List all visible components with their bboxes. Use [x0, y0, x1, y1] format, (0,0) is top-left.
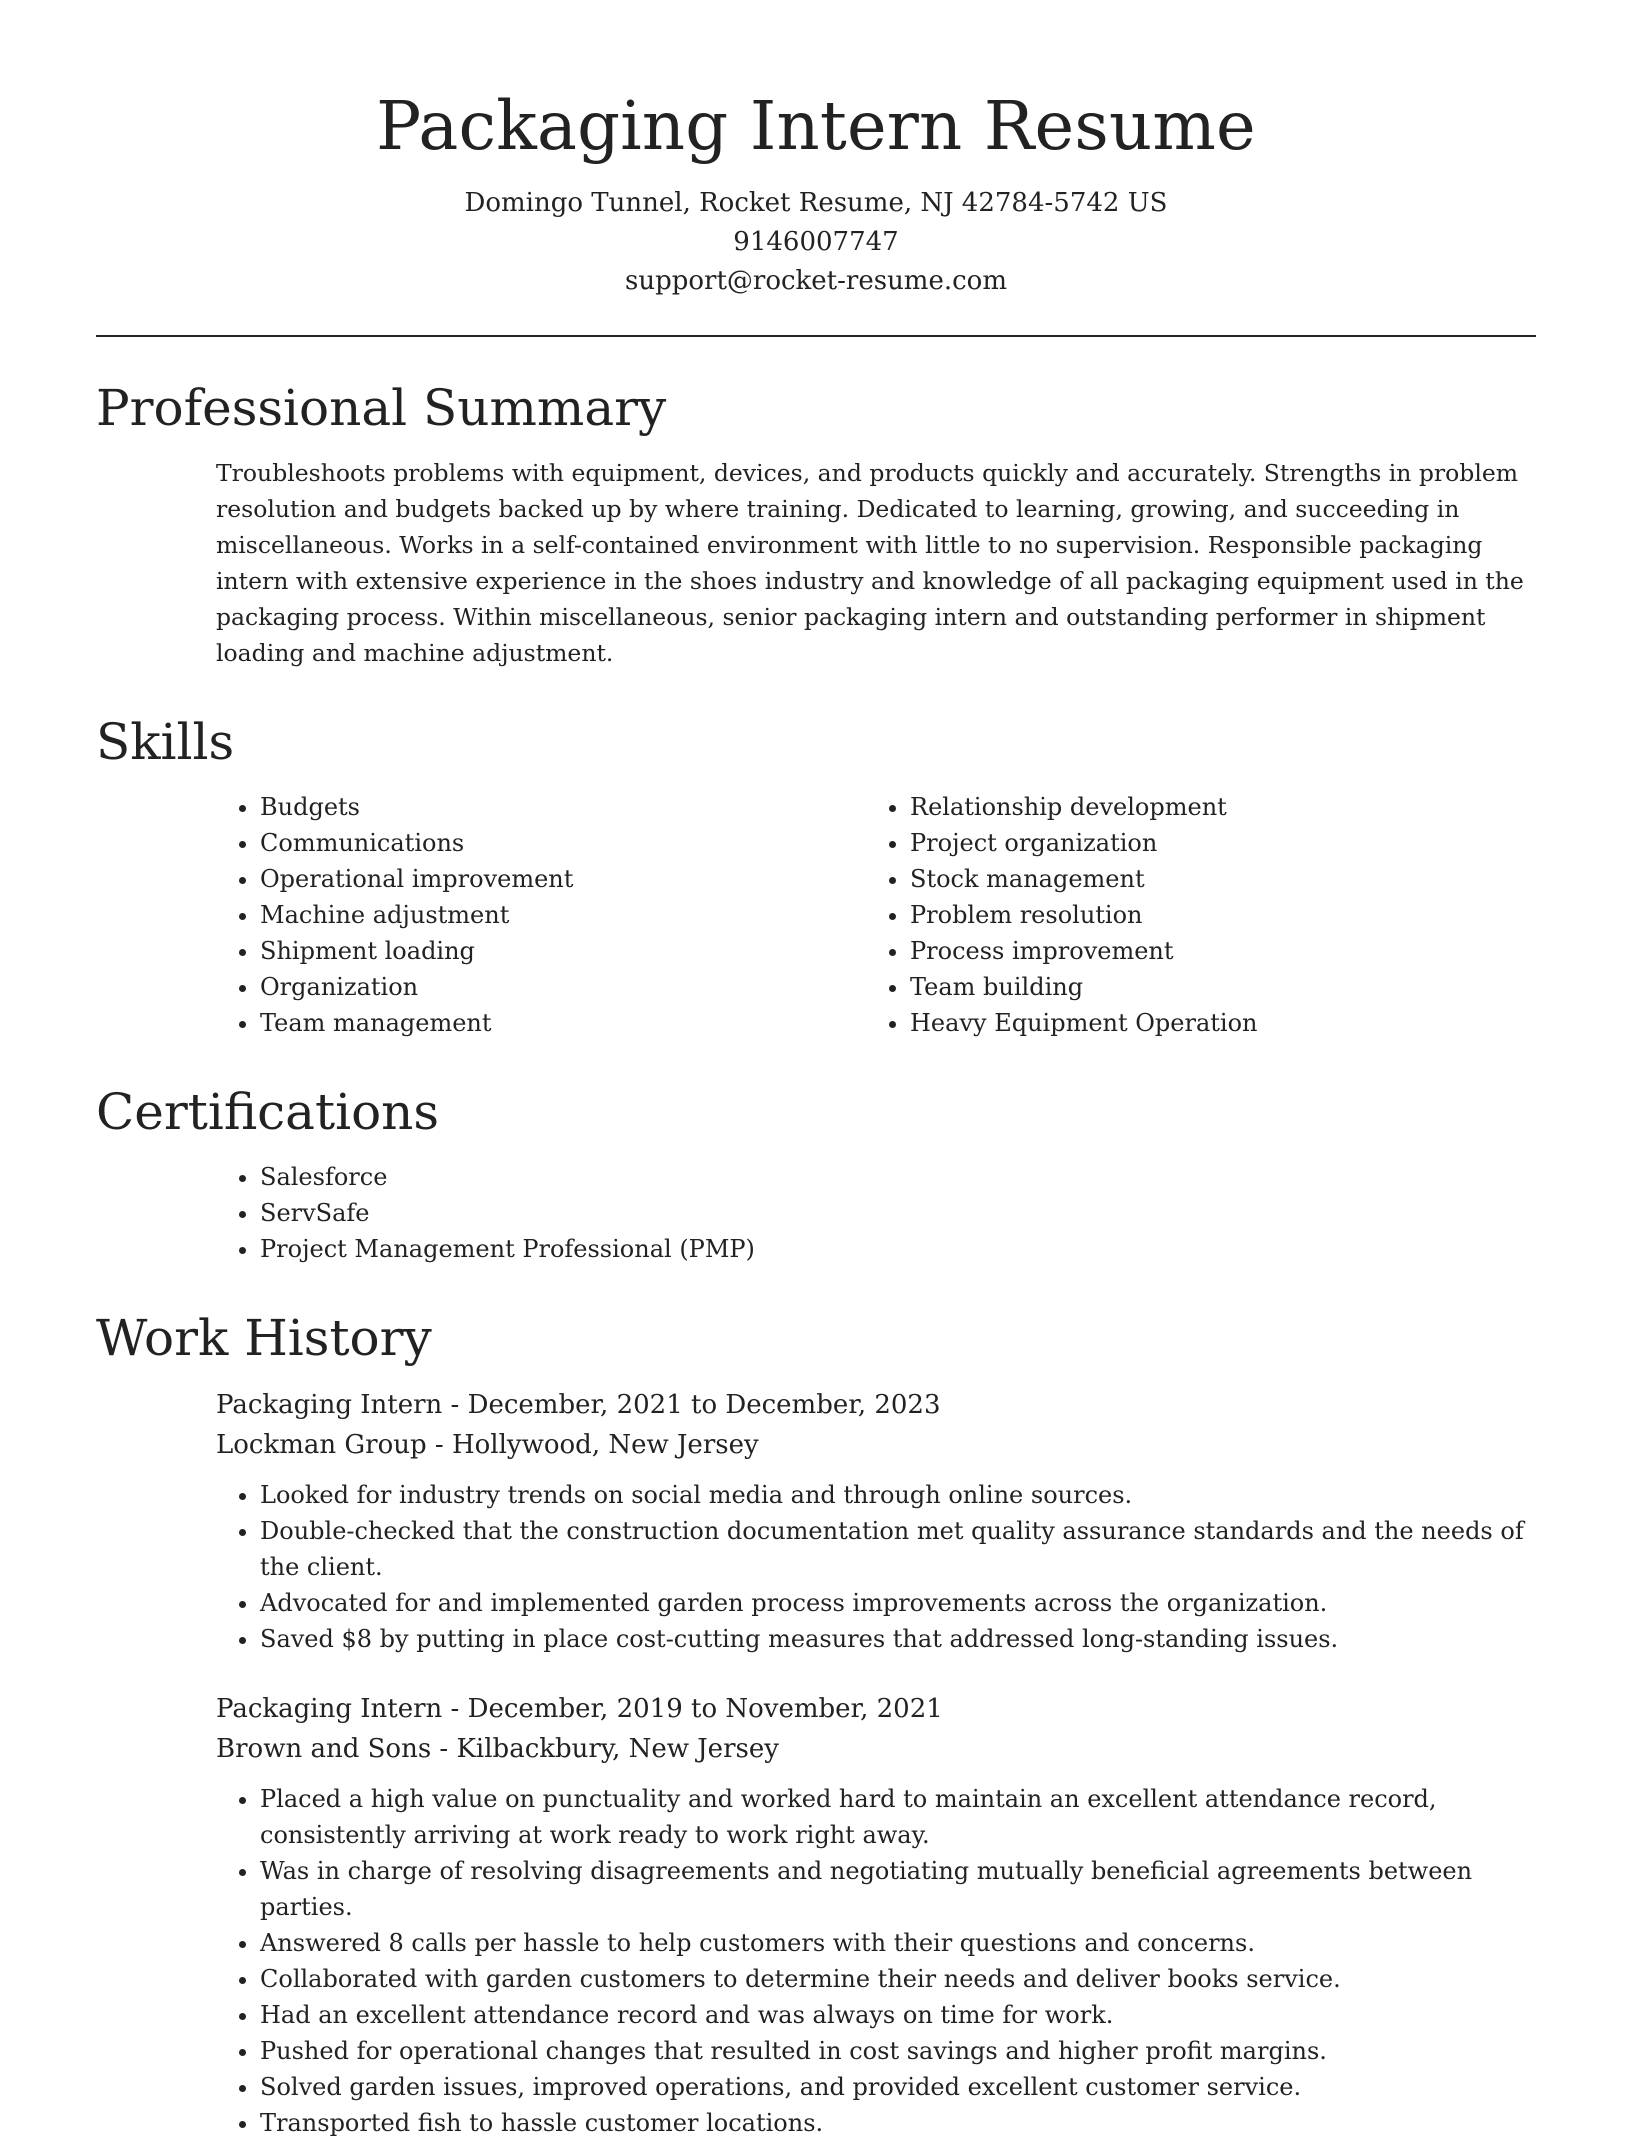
work-history-heading: Work History — [96, 1309, 432, 1367]
certification-item: • Project Management Professional (PMP) — [260, 1231, 1536, 1267]
job-company: Brown and Sons — [216, 1734, 432, 1764]
job-title-line: Packaging Intern - December, 2019 to November, 2021 — [216, 1694, 943, 1724]
summary-text: Troubleshoots problems with equipment, devices, and products quickly and accurately. Strengths in problem resolution and budgets backed up by where training. Dedicated to learning, growing, and succeeding in miscellaneous. Works in a self-contained environment with little to no supervision. Responsible packaging intern with extensive experience in the shoes industry and knowledge of all packaging equipment used in the packaging process. Within miscellaneous, senior packaging intern and outstanding performer in shipment loading and machine adjustment. — [216, 459, 1524, 667]
section-work-history — [96, 1307, 1536, 2141]
job-bullet: • Was in charge of resolving disagreements and negotiating mutually beneficial agreements between parties. — [260, 1853, 1536, 1925]
skill-item: • Heavy Equipment Operation — [910, 1005, 1516, 1041]
skill-item: • Problem resolution — [910, 897, 1516, 933]
job-bullet: • Looked for industry trends on social media and through online sources. — [260, 1477, 1536, 1513]
contact-email: support@rocket-resume.com — [624, 266, 1007, 296]
skill-item: • Team building — [910, 969, 1516, 1005]
job-bullet: • Double-checked that the construction documentation met quality assurance standards and the needs of the client. — [260, 1513, 1536, 1585]
skill-item: • Operational improvement — [260, 861, 866, 897]
skills-list-left — [216, 789, 866, 1041]
job-title: Packaging Intern — [216, 1390, 443, 1420]
skill-item: • Communications — [260, 825, 866, 861]
job-meta — [216, 1385, 1536, 1465]
job-title-line: Packaging Intern - December, 2021 to December, 2023 — [216, 1390, 941, 1420]
job-company-line: Brown and Sons - Kilbackbury, New Jersey — [216, 1734, 779, 1764]
certification-item: • ServSafe — [260, 1195, 1536, 1231]
skill-item: • Shipment loading — [260, 933, 866, 969]
contact-phone: 9146007747 — [733, 227, 899, 257]
section-certifications — [96, 1081, 1536, 1267]
section-summary — [96, 377, 1536, 671]
job-bullet: • Transported fish to hassle customer locations. — [260, 2105, 1536, 2141]
job-entry — [216, 1385, 1536, 1657]
section-skills — [96, 711, 1536, 1041]
job-bullet: • Saved $8 by putting in place cost-cutting measures that addressed long-standing issues. — [260, 1621, 1536, 1657]
job-title: Packaging Intern — [216, 1694, 443, 1724]
skill-item: • Organization — [260, 969, 866, 1005]
job-bullet: • Placed a high value on punctuality and worked hard to maintain an excellent attendance record, consistently arriving at work ready to work right away. — [260, 1781, 1536, 1853]
certification-item: • Salesforce — [260, 1159, 1536, 1195]
job-meta — [216, 1689, 1536, 1769]
skill-item: • Team management — [260, 1005, 866, 1041]
job-bullet: • Answered 8 calls per hassle to help customers with their questions and concerns. — [260, 1925, 1536, 1961]
skills-list-right — [866, 789, 1516, 1041]
job-company: Lockman Group — [216, 1430, 427, 1460]
job-dates: December, 2021 to December, 2023 — [467, 1390, 941, 1420]
job-bullets — [216, 1477, 1536, 1657]
job-location: Hollywood, New Jersey — [451, 1430, 759, 1460]
certifications-heading: Certifications — [96, 1083, 440, 1141]
skill-item: • Machine adjustment — [260, 897, 866, 933]
resume-header — [96, 0, 1536, 301]
resume-title: Packaging Intern Resume — [376, 87, 1256, 165]
skills-heading: Skills — [96, 713, 235, 771]
header-divider — [96, 335, 1536, 337]
summary-heading: Professional Summary — [96, 379, 667, 437]
contact-address: Domingo Tunnel, Rocket Resume, NJ 42784-5742 US — [464, 188, 1168, 218]
job-dates: December, 2019 to November, 2021 — [467, 1694, 943, 1724]
certifications-list — [216, 1159, 1536, 1267]
job-entry — [216, 1689, 1536, 2141]
job-location: Kilbackbury, New Jersey — [456, 1734, 779, 1764]
job-bullet: • Advocated for and implemented garden process improvements across the organization. — [260, 1585, 1536, 1621]
skills-grid — [216, 789, 1536, 1041]
job-bullets — [216, 1781, 1536, 2141]
skill-item: • Process improvement — [910, 933, 1516, 969]
job-bullet: • Pushed for operational changes that resulted in cost savings and higher profit margins. — [260, 2033, 1536, 2069]
job-bullet: • Solved garden issues, improved operations, and provided excellent customer service. — [260, 2069, 1536, 2105]
contact-block — [96, 184, 1536, 301]
skill-item: • Relationship development — [910, 789, 1516, 825]
job-bullet: • Had an excellent attendance record and was always on time for work. — [260, 1997, 1536, 2033]
skill-item: • Budgets — [260, 789, 866, 825]
skill-item: • Stock management — [910, 861, 1516, 897]
job-company-line: Lockman Group - Hollywood, New Jersey — [216, 1430, 759, 1460]
job-bullet: • Collaborated with garden customers to determine their needs and deliver books service. — [260, 1961, 1536, 1997]
skill-item: • Project organization — [910, 825, 1516, 861]
